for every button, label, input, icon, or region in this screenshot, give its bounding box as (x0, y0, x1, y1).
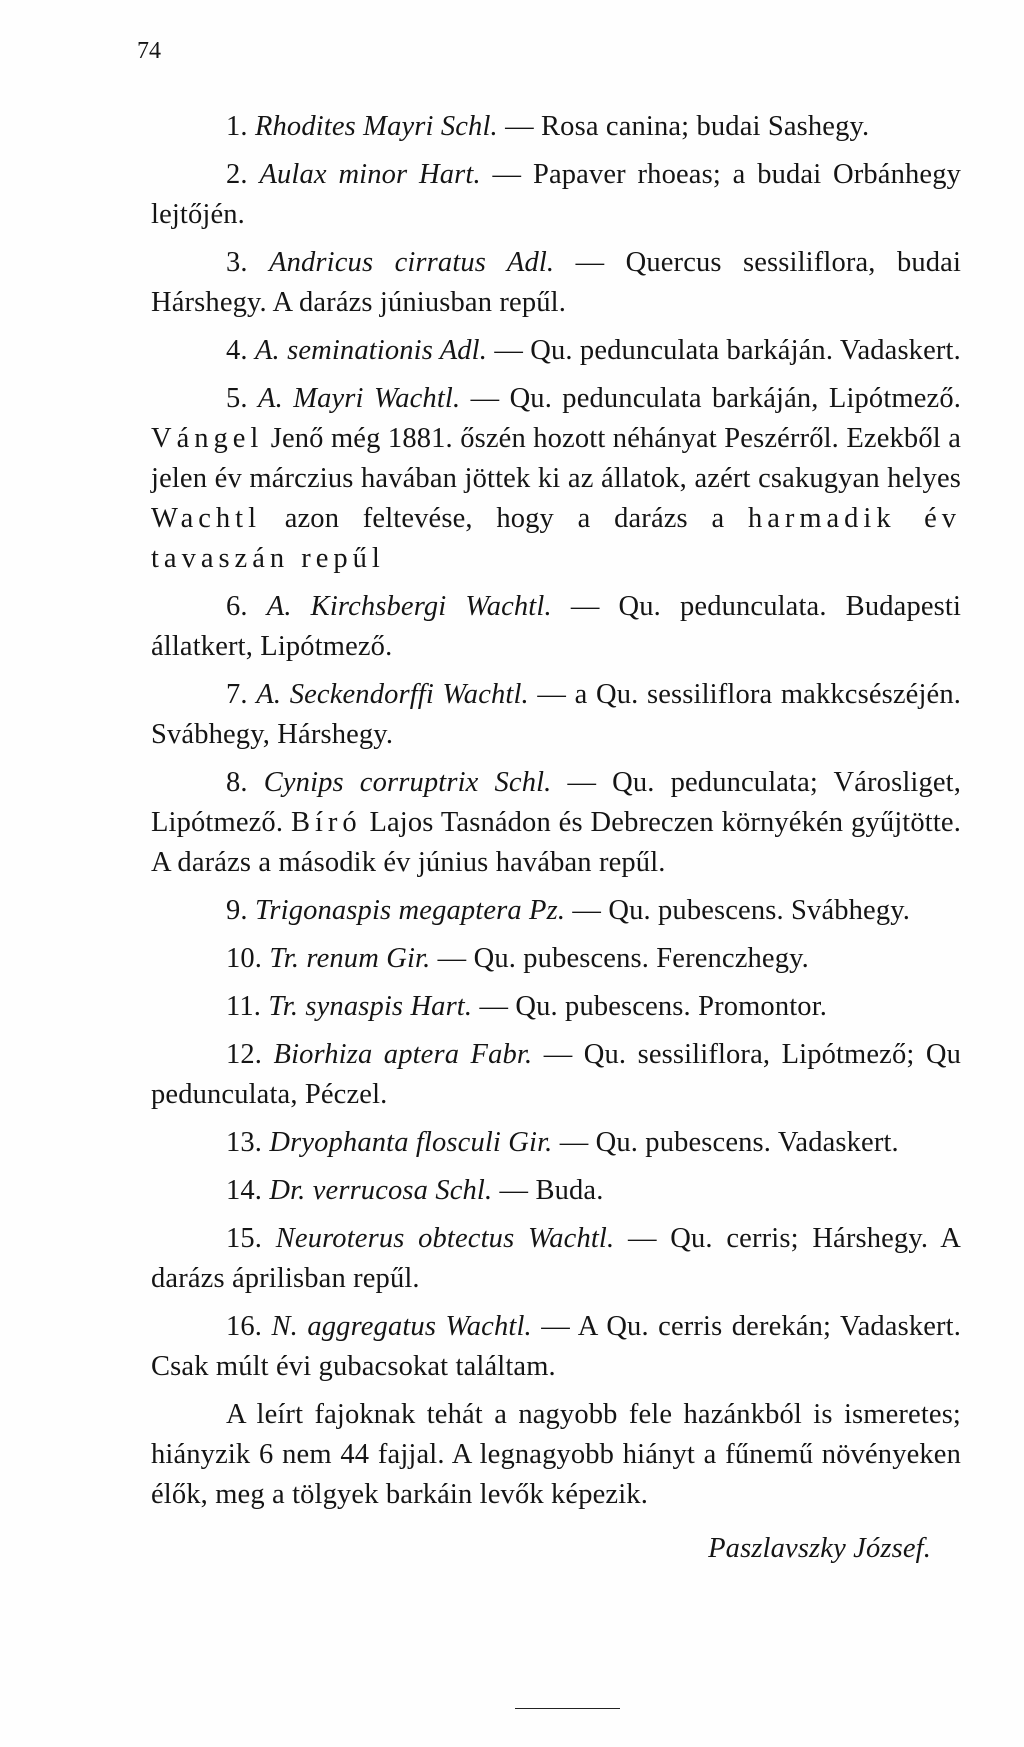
entry: 16. N. aggregatus Wachtl. — A Qu. cerris derekán; Vadaskert. Csak múlt évi gubacsokat találtam. (151, 1311, 962, 1382)
entry: 14. Dr. verrucosa Schl. — Buda. (226, 1175, 604, 1206)
entry: 4. A. seminationis Adl. — Qu. pedunculata barkáján. Vadaskert. (226, 335, 961, 366)
species-name: Tr. synaspis Hart. (268, 991, 473, 1022)
entry: 6. A. Kirchsbergi Wachtl. — Qu. pedunculata. Budapesti állatkert, Lipótmező. (151, 591, 962, 662)
entry: 8. Cynips corruptrix Schl. — Qu. pedunculata; Városliget, Lipótmező. Bíró Lajos Tasnádon és Debreczen környékén gyűjtötte. A darázs a második év június havában repűl. (151, 767, 961, 878)
species-name: A. seminationis Adl. (254, 335, 488, 366)
species-name: Tr. renum Gir. (269, 943, 431, 974)
entry: 3. Andricus cirratus Adl. — Quercus sessiliflora, budai Hárshegy. A darázs júniusban repűl. (151, 247, 962, 318)
page-number: 74 (137, 38, 161, 64)
entry: 7. A. Seckendorffi Wachtl. — a Qu. sessiliflora makkcsészéjén. Svábhegy, Hárshegy. (151, 679, 962, 750)
species-name: Rhodites Mayri Schl. (254, 111, 498, 142)
entry: 11. Tr. synaspis Hart. — Qu. pubescens. Promontor. (226, 991, 828, 1022)
species-name: Neuroterus obtectus Wachtl. (275, 1223, 615, 1254)
species-name: Cynips corruptrix Schl. (263, 767, 552, 798)
species-name: Aulax minor Hart. (259, 159, 481, 190)
species-name: A. Seckendorffi Wachtl. (256, 679, 529, 710)
entry: 2. Aulax minor Hart. — Papaver rhoeas; a budai Orbánhegy lejtőjén. (151, 159, 961, 230)
species-name: Dr. verrucosa Schl. (269, 1175, 493, 1206)
species-name: Biorhiza aptera Fabr. (273, 1039, 533, 1070)
species-name: N. aggregatus Wachtl. (271, 1311, 532, 1342)
closing-paragraph: A leírt fajoknak tehát a nagyobb fele hazánkból is ismeretes; hiányzik 6 nem 44 fajjal. A legnagyobb hiányt a fűnemű növényeken élők, meg a tölgyek barkáin levők képezik. (151, 1399, 961, 1510)
species-name: A. Mayri Wachtl. (258, 383, 461, 414)
species-name: Andricus cirratus Adl. (269, 247, 555, 278)
entry: 9. Trigonaspis megaptera Pz. — Qu. pubescens. Svábhegy. (226, 895, 911, 926)
entry: 13. Dryophanta flosculi Gir. — Qu. pubescens. Vadaskert. (226, 1127, 899, 1158)
species-name: A. Kirchsbergi Wachtl. (266, 591, 552, 622)
entry: 15. Neuroterus obtectus Wachtl. — Qu. cerris; Hárshegy. A darázs áprilisban repűl. (151, 1223, 961, 1294)
end-rule (515, 1708, 620, 1709)
entry: 12. Biorhiza aptera Fabr. — Qu. sessiliflora, Lipótmező; Qu pedunculata, Péczel. (151, 1039, 962, 1110)
entry: 10. Tr. renum Gir. — Qu. pubescens. Ferenczhegy. (226, 943, 809, 974)
signature: Paszlavszky József. (708, 1533, 931, 1564)
species-name: Dryophanta flosculi Gir. (269, 1127, 553, 1158)
entry: 5. A. Mayri Wachtl. — Qu. pedunculata barkáján, Lipótmező. Vángel Jenő még 1881. őszén hozott néhányat Peszérről. Ezekből a jelen év márczius havában jöttek ki az állatok, azért csakugyan helyes Wachtl azon feltevése, hogy a darázs a harmadik év tavaszán repűl (151, 383, 962, 574)
species-name: Trigonaspis megaptera Pz. (254, 895, 566, 926)
entry: 1. Rhodites Mayri Schl. — Rosa canina; budai Sashegy. (226, 111, 870, 142)
text-body (151, 107, 961, 1569)
